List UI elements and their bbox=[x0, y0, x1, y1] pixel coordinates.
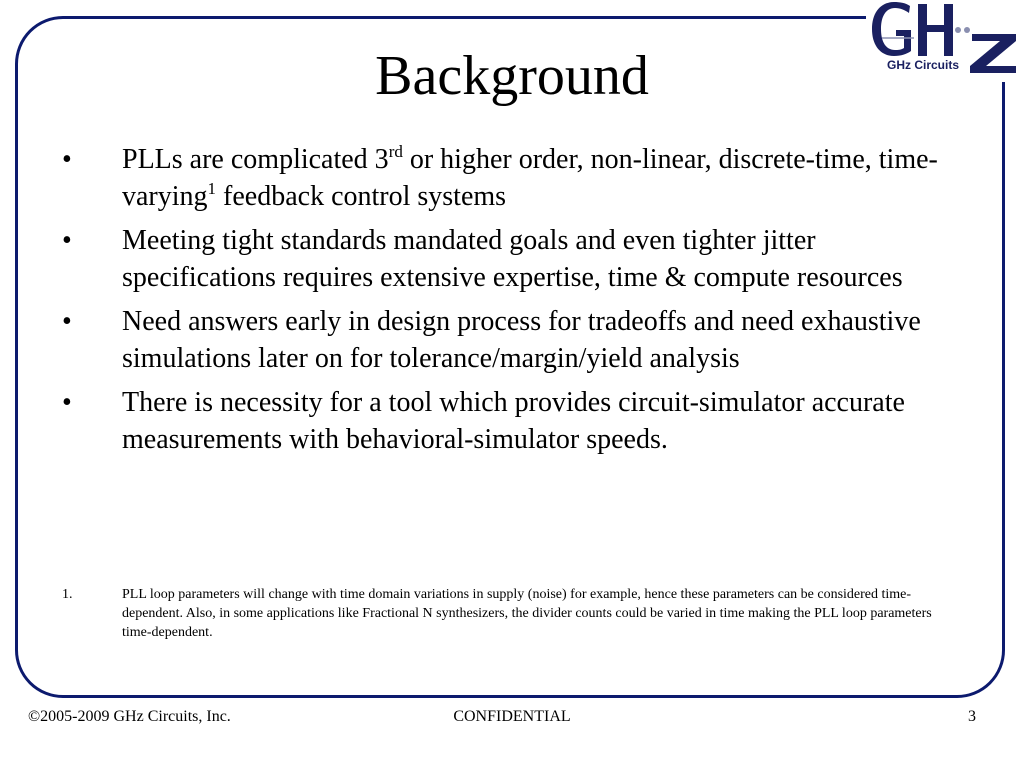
footer-page-number: 3 bbox=[968, 708, 976, 725]
footer-copyright: ©2005-2009 GHz Circuits, Inc. bbox=[28, 708, 231, 725]
footnote bbox=[0, 585, 1024, 642]
footnote-text: PLL loop parameters will change with time domain variations in supply (noise) for example, hence these parameters can be considered time-dependent. Also, in some applications like Fractional N synthesizers, the divider counts could be varied in time making the PLL loop parameters time-dependent. bbox=[122, 587, 932, 640]
bullet-text: Need answers early in design process for tradeoffs and need exhaustive simulations later on for tolerance/margin/yield analysis bbox=[122, 306, 921, 374]
bullet-text: Meeting tight standards mandated goals and even tighter jitter specifications requires extensive expertise, time & compute resources bbox=[122, 225, 903, 293]
bullet-text-part: PLLs are complicated 3 bbox=[122, 144, 389, 175]
bullet-item bbox=[0, 222, 1024, 296]
logo-text: GHz Circuits bbox=[886, 58, 959, 72]
bullet-text: There is necessity for a tool which provides circuit-simulator accurate measurements with behavioral-simulator speeds. bbox=[122, 387, 905, 455]
bullet-item bbox=[0, 141, 1024, 215]
superscript: rd bbox=[388, 142, 403, 161]
bullet-text-part: or higher order, non-linear, discrete-time, time-varying bbox=[122, 144, 938, 212]
slide-title: Background bbox=[375, 45, 649, 107]
footer-confidential: CONFIDENTIAL bbox=[453, 708, 571, 725]
bullet-list bbox=[0, 141, 1024, 465]
footnote-reference: 1 bbox=[207, 179, 217, 198]
bullet-text-part: feedback control systems bbox=[216, 181, 507, 212]
bullet-item bbox=[0, 384, 1024, 458]
bullet-mark: • bbox=[62, 306, 72, 337]
bullet-mark: • bbox=[62, 144, 72, 175]
bullet-mark: • bbox=[62, 387, 72, 418]
bullet-mark: • bbox=[62, 225, 72, 256]
footnote-number: 1. bbox=[62, 587, 73, 602]
bullet-item bbox=[0, 303, 1024, 377]
